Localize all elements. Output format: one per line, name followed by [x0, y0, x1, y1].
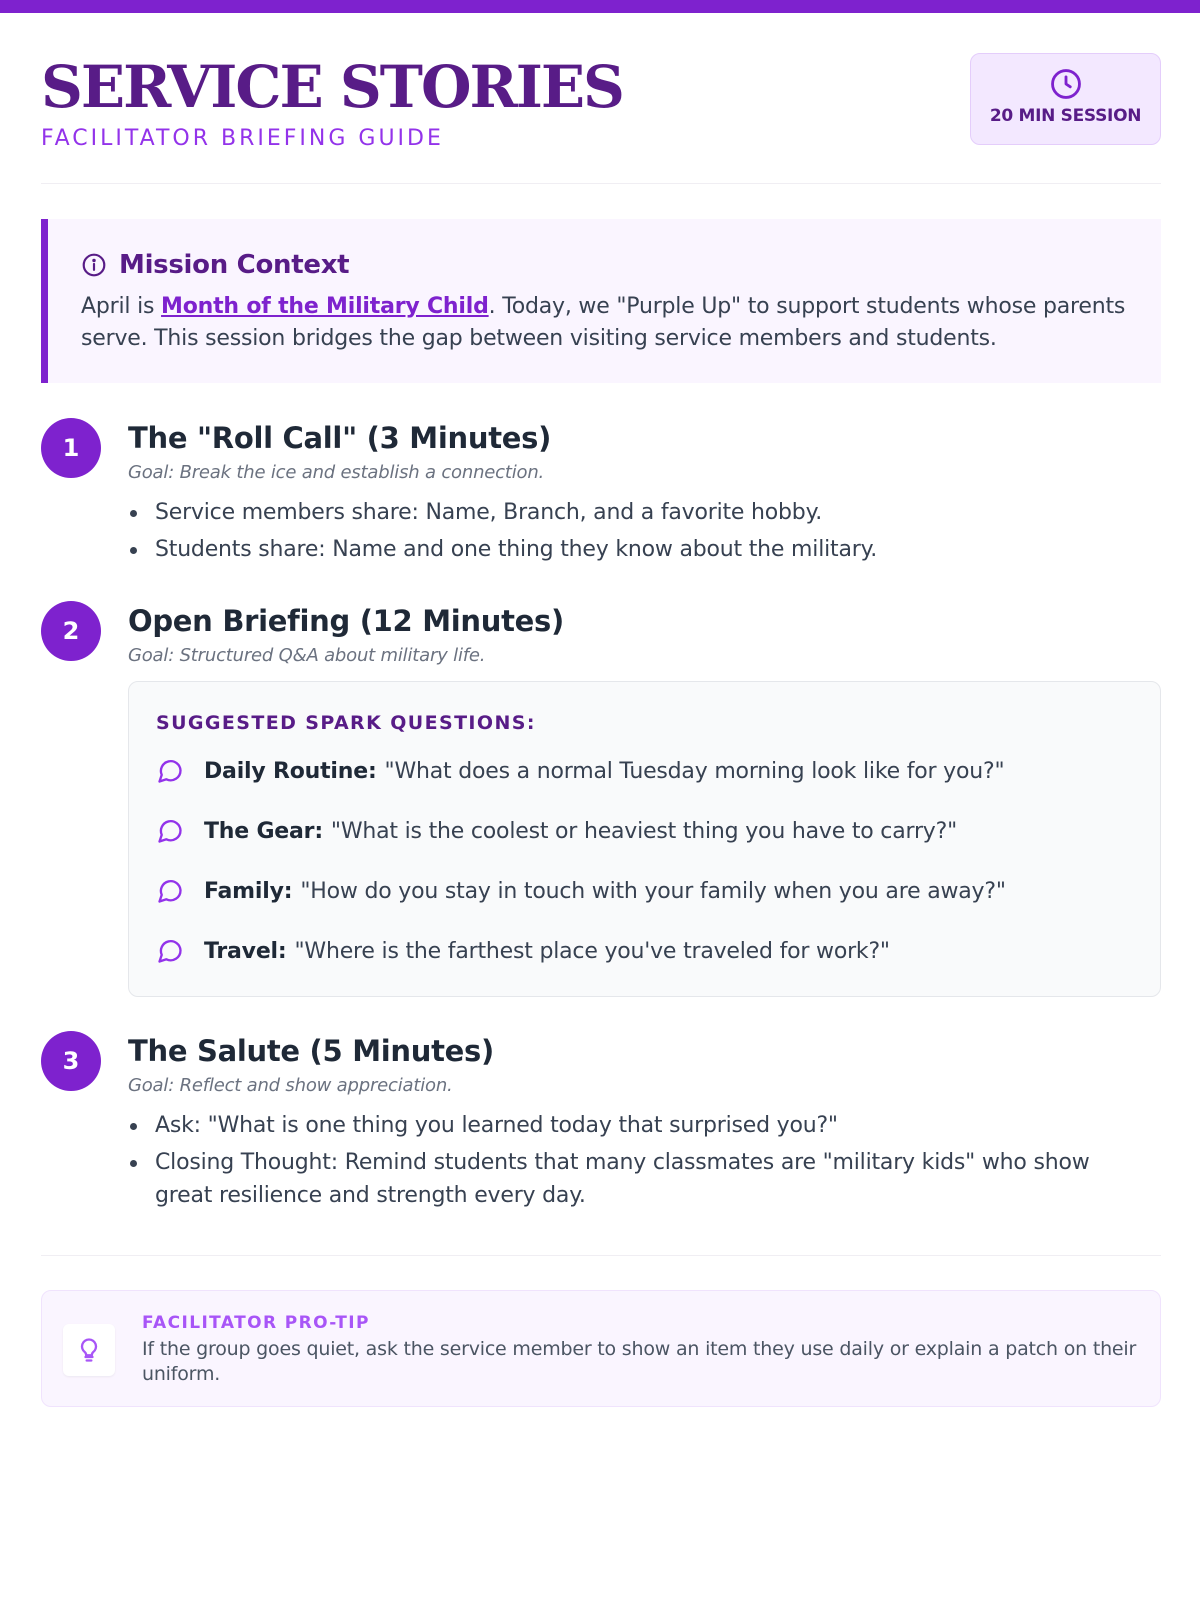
spark-question-text: "What does a normal Tuesday morning look like for you?" — [384, 758, 1005, 784]
step-title: Open Briefing (12 Minutes) — [128, 604, 564, 638]
lightbulb-icon — [75, 1336, 103, 1364]
chat-bubble-icon — [156, 937, 184, 965]
mission-context-header — [81, 247, 349, 283]
step-number-badge: 3 — [41, 1031, 101, 1091]
spark-question-item — [156, 754, 1004, 788]
session-duration-label: 20 MIN SESSION — [989, 106, 1142, 126]
step-number-badge: 1 — [41, 418, 101, 478]
step-goal: Goal: Reflect and show appreciation. — [128, 1075, 453, 1096]
spark-question-text: "Where is the farthest place you've traveled for work?" — [294, 938, 890, 964]
chat-bubble-icon — [156, 817, 184, 845]
page-title: SERVICE STORIES — [41, 53, 623, 121]
spark-questions-title: SUGGESTED SPARK QUESTIONS: — [156, 712, 536, 734]
page-subtitle: FACILITATOR BRIEFING GUIDE — [41, 126, 444, 151]
chat-bubble-icon — [156, 757, 184, 785]
spark-question-label: Daily Routine: — [204, 758, 377, 784]
step-roll-call — [41, 418, 1161, 578]
step-goal: Goal: Break the ice and establish a connection. — [128, 462, 545, 483]
step-title: The "Roll Call" (3 Minutes) — [128, 421, 552, 455]
facilitator-protip-panel — [41, 1290, 1161, 1407]
mission-context-title: Mission Context — [119, 250, 350, 280]
spark-question-item — [156, 934, 890, 968]
month-of-military-child-link[interactable]: Month of the Military Child — [161, 294, 489, 319]
session-duration-badge — [970, 53, 1161, 145]
step-number-badge: 2 — [41, 601, 101, 661]
top-accent-bar — [0, 0, 1200, 13]
spark-questions-panel — [128, 681, 1161, 997]
list-item: Ask: "What is one thing you learned today that surprised you?" — [128, 1109, 1138, 1142]
spark-question-text: "How do you stay in touch with your family when you are away?" — [300, 878, 1006, 904]
list-item: Closing Thought: Remind students that many classmates are "military kids" who show great resilience and strength every day. — [128, 1146, 1138, 1212]
step-bullet-list — [128, 1109, 1138, 1216]
mission-text-suffix: . Today, we "Purple Up" to support students whose parents serve. This session bridges the gap between visiting service members and students. — [81, 294, 1126, 351]
protip-icon-tile — [63, 1324, 115, 1376]
step-title: The Salute (5 Minutes) — [128, 1034, 494, 1068]
step-open-briefing — [41, 601, 1161, 1001]
list-item: Service members share: Name, Branch, and a favorite hobby. — [128, 496, 1138, 529]
chat-bubble-icon — [156, 877, 184, 905]
spark-question-label: The Gear: — [204, 818, 323, 844]
step-goal: Goal: Structured Q&A about military life. — [128, 645, 486, 666]
spark-question-text: "What is the coolest or heaviest thing you have to carry?" — [330, 818, 957, 844]
spark-question-label: Travel: — [204, 938, 287, 964]
protip-label: FACILITATOR PRO-TIP — [142, 1313, 370, 1333]
mission-context-text — [81, 291, 1141, 355]
mission-context-panel — [41, 219, 1161, 383]
mission-text-prefix: April is — [81, 294, 162, 319]
spark-question-item — [156, 874, 1006, 908]
spark-question-item — [156, 814, 957, 848]
step-bullet-list — [128, 496, 1138, 570]
section-divider — [41, 1255, 1161, 1256]
spark-question-label: Family: — [204, 878, 293, 904]
info-icon — [81, 252, 107, 278]
step-salute — [41, 1031, 1161, 1231]
page-header — [41, 52, 1161, 184]
list-item: Students share: Name and one thing they know about the military. — [128, 533, 1138, 566]
protip-text: If the group goes quiet, ask the service member to show an item they use daily or explain a patch on their uniform. — [142, 1338, 1137, 1385]
clock-icon — [1049, 67, 1083, 101]
